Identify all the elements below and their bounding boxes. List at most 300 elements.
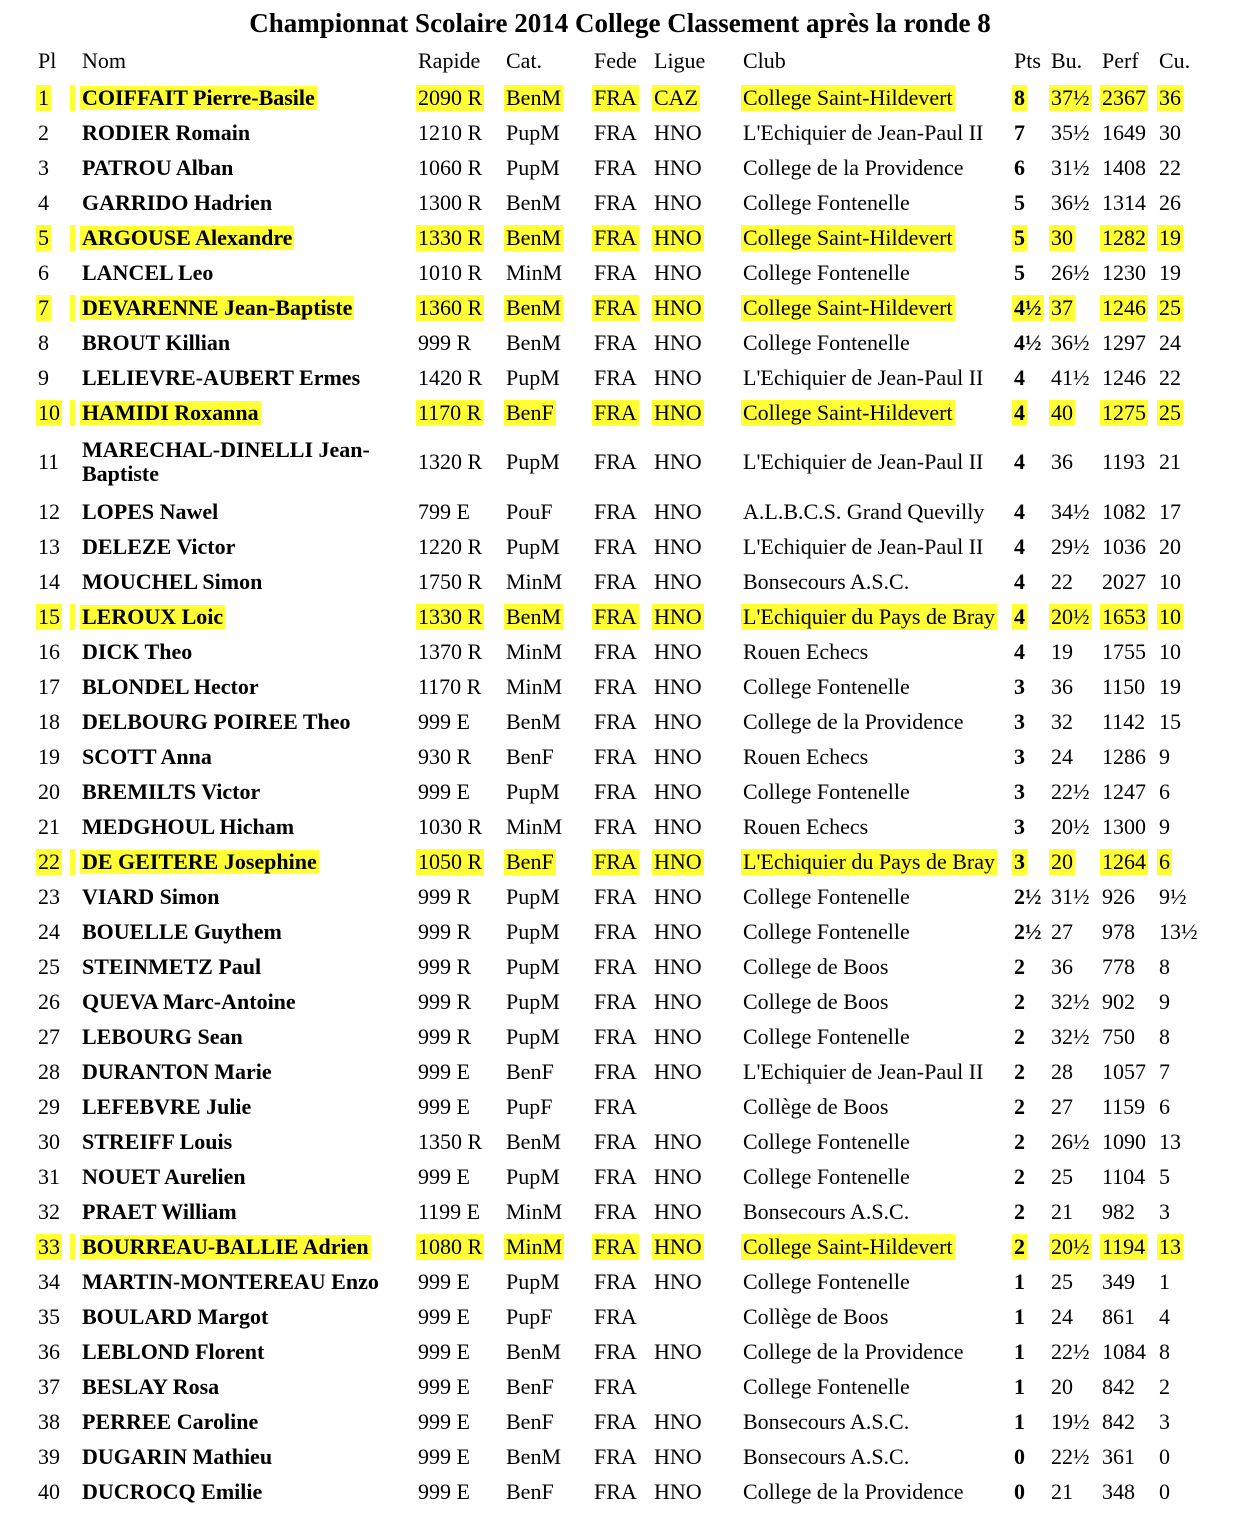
cell-club	[741, 115, 1011, 150]
cell-cat	[504, 1089, 582, 1124]
cell-cat-text: BenF	[506, 1058, 554, 1084]
cell-cat	[504, 325, 582, 360]
cell-club-text: Collège de Boos	[743, 1303, 889, 1329]
cell-pl-text: 35	[38, 1303, 60, 1329]
cell-club-text: College Fontenelle	[743, 1128, 910, 1154]
cell-club	[741, 704, 1011, 739]
cell-cat	[504, 1019, 582, 1054]
header-bu: Bu.	[1051, 48, 1083, 73]
cell-nom-text: ARGOUSE Alexandre	[82, 224, 293, 250]
cell-cat	[504, 1369, 582, 1404]
cell-bu	[1049, 1089, 1099, 1124]
cell-fede-text: FRA	[594, 1303, 637, 1329]
cell-bu	[1049, 634, 1099, 669]
table-row	[0, 949, 1240, 984]
cell-perf-text: 1142	[1102, 708, 1146, 734]
highlight-bar	[70, 1474, 76, 1509]
cell-rapide-text: 1050 R	[418, 848, 483, 874]
cell-pts-text: 4	[1014, 364, 1025, 390]
highlight-bar	[70, 185, 76, 220]
cell-club-text: L'Echiquier de Jean-Paul II	[743, 119, 984, 145]
cell-fede	[592, 564, 648, 599]
cell-club-text: College Fontenelle	[743, 329, 910, 355]
cell-club	[741, 1264, 1011, 1299]
cell-nom	[80, 1229, 412, 1264]
cell-rapide-text: 999 R	[418, 883, 472, 909]
cell-nom-text: SCOTT Anna	[82, 743, 212, 769]
cell-nom	[80, 1404, 412, 1439]
cell-cu-text: 8	[1159, 953, 1170, 979]
cell-club	[741, 809, 1011, 844]
cell-bu	[1049, 150, 1099, 185]
cell-pl	[36, 115, 70, 150]
cell-nom	[80, 984, 412, 1019]
cell-rapide	[416, 984, 496, 1019]
cell-rapide	[416, 879, 496, 914]
cell-nom	[80, 529, 412, 564]
table-row	[0, 1019, 1240, 1054]
cell-bu	[1049, 1124, 1099, 1159]
highlight-bar	[70, 914, 76, 949]
cell-rapide-text: 1220 R	[418, 533, 483, 559]
cell-fede	[592, 1019, 648, 1054]
cell-perf	[1100, 430, 1156, 494]
cell-club	[741, 1019, 1011, 1054]
cell-pts-text: 1	[1014, 1338, 1025, 1364]
cell-bu	[1049, 1264, 1099, 1299]
cell-pts-text: 5	[1014, 259, 1025, 285]
cell-rapide-text: 1350 R	[418, 1128, 483, 1154]
cell-bu	[1049, 115, 1099, 150]
cell-cat-text: MinM	[506, 568, 563, 594]
cell-ligue-text: HNO	[654, 743, 702, 769]
cell-club-text: College Fontenelle	[743, 918, 910, 944]
cell-perf-text: 349	[1102, 1268, 1135, 1294]
cell-pts-text: 3	[1014, 778, 1025, 804]
cell-cu-text: 13	[1159, 1128, 1181, 1154]
cell-bu	[1049, 1369, 1099, 1404]
cell-club	[741, 564, 1011, 599]
table-row	[0, 879, 1240, 914]
cell-rapide-text: 999 E	[418, 1058, 470, 1084]
cell-club-text: College Saint-Hildevert	[743, 399, 953, 425]
cell-perf-text: 982	[1102, 1198, 1135, 1224]
highlight-bar	[70, 704, 76, 739]
table-row	[0, 1334, 1240, 1369]
cell-fede	[592, 1404, 648, 1439]
cell-club	[741, 599, 1011, 634]
cell-cu	[1157, 844, 1217, 879]
cell-fede-text: FRA	[594, 399, 637, 425]
cell-club	[741, 984, 1011, 1019]
cell-nom-text: HAMIDI Roxanna	[82, 399, 259, 425]
cell-nom	[80, 1019, 412, 1054]
cell-ligue-text: HNO	[654, 813, 702, 839]
highlight-bar	[70, 150, 76, 185]
cell-pts	[1012, 1264, 1046, 1299]
cell-rapide-text: 999 E	[418, 1408, 470, 1434]
cell-bu-text: 29½	[1051, 533, 1090, 559]
cell-pts	[1012, 879, 1046, 914]
cell-nom-text: VIARD Simon	[82, 883, 220, 909]
highlight-bar	[70, 774, 76, 809]
cell-pl	[36, 185, 70, 220]
cell-pts	[1012, 949, 1046, 984]
cell-pl-text: 36	[38, 1338, 60, 1364]
cell-pl	[36, 914, 70, 949]
cell-pts-text: 3	[1014, 673, 1025, 699]
cell-nom-text: LELIEVRE-AUBERT Ermes	[82, 364, 361, 390]
cell-perf-text: 842	[1102, 1408, 1135, 1434]
cell-pl-text: 24	[38, 918, 60, 944]
table-row	[0, 809, 1240, 844]
cell-pl	[36, 774, 70, 809]
cell-pl-text: 19	[38, 743, 60, 769]
cell-nom-text: QUEVA Marc-Antoine	[82, 988, 296, 1014]
cell-perf-text: 1159	[1102, 1093, 1146, 1119]
cell-perf	[1100, 1019, 1156, 1054]
cell-pl	[36, 1474, 70, 1509]
cell-cu-text: 9	[1159, 743, 1170, 769]
cell-cu-text: 8	[1159, 1023, 1170, 1049]
cell-bu	[1049, 774, 1099, 809]
cell-bu-text: 20½	[1051, 1233, 1090, 1259]
cell-cat-text: PupM	[506, 778, 560, 804]
cell-bu	[1049, 290, 1099, 325]
cell-club-text: College de Boos	[743, 953, 889, 979]
cell-bu	[1049, 1404, 1099, 1439]
cell-perf	[1100, 844, 1156, 879]
cell-pl-text: 30	[38, 1128, 60, 1154]
highlight-bar	[70, 1089, 76, 1124]
cell-rapide	[416, 1229, 496, 1264]
cell-cu-text: 25	[1159, 294, 1181, 320]
highlight-bar	[70, 255, 76, 290]
cell-perf	[1100, 115, 1156, 150]
cell-perf	[1100, 1439, 1156, 1474]
cell-perf	[1100, 80, 1156, 115]
cell-club	[741, 1159, 1011, 1194]
cell-bu	[1049, 220, 1099, 255]
cell-rapide	[416, 669, 496, 704]
cell-fede	[592, 1229, 648, 1264]
table-row	[0, 325, 1240, 360]
cell-rapide-text: 1320 R	[418, 449, 483, 474]
cell-club	[741, 1369, 1011, 1404]
cell-ligue-text: HNO	[654, 119, 702, 145]
cell-club-text: College Fontenelle	[743, 1163, 910, 1189]
cell-club	[741, 1089, 1011, 1124]
cell-pl	[36, 949, 70, 984]
highlight-bar	[70, 1439, 76, 1474]
cell-nom-text: LOPES Nawel	[82, 498, 219, 524]
table-row	[0, 1439, 1240, 1474]
cell-perf-text: 1150	[1102, 673, 1146, 699]
cell-pts	[1012, 1439, 1046, 1474]
cell-nom-text: DUGARIN Mathieu	[82, 1443, 273, 1469]
cell-bu-text: 30	[1051, 224, 1073, 250]
cell-rapide	[416, 1124, 496, 1159]
cell-cu-text: 19	[1159, 259, 1181, 285]
table-row	[0, 220, 1240, 255]
cell-fede	[592, 220, 648, 255]
table-row	[0, 774, 1240, 809]
cell-cat-text: BenM	[506, 1443, 561, 1469]
cell-nom	[80, 1299, 412, 1334]
cell-club	[741, 1474, 1011, 1509]
cell-bu-text: 21	[1051, 1478, 1073, 1504]
cell-cat	[504, 255, 582, 290]
cell-pts	[1012, 185, 1046, 220]
cell-club	[741, 220, 1011, 255]
cell-ligue-text: HNO	[654, 329, 702, 355]
cell-pts-text: 2	[1014, 1163, 1025, 1189]
cell-pl	[36, 80, 70, 115]
cell-bu	[1049, 80, 1099, 115]
cell-nom	[80, 430, 412, 494]
cell-pl	[36, 290, 70, 325]
cell-ligue	[652, 949, 714, 984]
cell-pl-text: 17	[38, 673, 60, 699]
cell-pl-text: 33	[38, 1233, 60, 1259]
cell-cu-text: 10	[1159, 568, 1181, 594]
cell-nom	[80, 494, 412, 529]
cell-pts-text: 3	[1014, 813, 1025, 839]
cell-rapide	[416, 80, 496, 115]
cell-club-text: College de Boos	[743, 988, 889, 1014]
cell-ligue-text: HNO	[654, 603, 702, 629]
cell-ligue-text: HNO	[654, 1338, 702, 1364]
cell-perf	[1100, 599, 1156, 634]
cell-fede	[592, 1299, 648, 1334]
cell-bu	[1049, 395, 1099, 430]
cell-cu	[1157, 1404, 1217, 1439]
cell-pl-text: 15	[38, 603, 60, 629]
cell-cat-text: BenM	[506, 1338, 561, 1364]
cell-fede	[592, 1054, 648, 1089]
highlight-bar	[70, 1019, 76, 1054]
cell-club	[741, 360, 1011, 395]
table-row	[0, 185, 1240, 220]
cell-bu	[1049, 739, 1099, 774]
cell-fede-text: FRA	[594, 883, 637, 909]
cell-bu-text: 24	[1051, 743, 1073, 769]
cell-perf	[1100, 1299, 1156, 1334]
cell-perf	[1100, 494, 1156, 529]
cell-pts-text: 4½	[1014, 329, 1042, 355]
cell-fede	[592, 739, 648, 774]
cell-cu-text: 3	[1159, 1198, 1170, 1224]
cell-cat	[504, 844, 582, 879]
cell-nom	[80, 115, 412, 150]
cell-nom-text: MEDGHOUL Hicham	[82, 813, 295, 839]
header-perf: Perf	[1102, 48, 1139, 73]
cell-ligue-text: HNO	[654, 673, 702, 699]
table-row	[0, 290, 1240, 325]
cell-cat-text: BenF	[506, 399, 554, 425]
header-ligue: Ligue	[654, 48, 706, 73]
cell-perf-text: 1300	[1102, 813, 1146, 839]
cell-pts	[1012, 1404, 1046, 1439]
cell-bu	[1049, 325, 1099, 360]
cell-cat	[504, 564, 582, 599]
cell-fede-text: FRA	[594, 84, 637, 110]
cell-ligue-text: HNO	[654, 498, 702, 524]
cell-fede-text: FRA	[594, 1058, 637, 1084]
cell-cat-text: PupM	[506, 953, 560, 979]
cell-perf	[1100, 255, 1156, 290]
cell-cu	[1157, 325, 1217, 360]
cell-pl-text: 2	[38, 119, 49, 145]
cell-nom	[80, 325, 412, 360]
cell-ligue-text: HNO	[654, 918, 702, 944]
cell-rapide-text: 1030 R	[418, 813, 483, 839]
cell-rapide	[416, 115, 496, 150]
cell-bu	[1049, 809, 1099, 844]
cell-fede-text: FRA	[594, 743, 637, 769]
cell-pts-text: 4	[1014, 638, 1025, 664]
cell-ligue	[652, 564, 714, 599]
cell-pl-text: 39	[38, 1443, 60, 1469]
cell-cat	[504, 1194, 582, 1229]
cell-rapide-text: 930 R	[418, 743, 472, 769]
cell-fede	[592, 914, 648, 949]
cell-fede	[592, 1264, 648, 1299]
cell-fede-text: FRA	[594, 1233, 637, 1259]
cell-pl	[36, 1369, 70, 1404]
highlight-marker	[70, 400, 75, 426]
cell-fede	[592, 1369, 648, 1404]
cell-rapide-text: 999 E	[418, 1478, 470, 1504]
cell-rapide-text: 1060 R	[418, 154, 483, 180]
cell-nom	[80, 150, 412, 185]
cell-ligue-text: HNO	[654, 259, 702, 285]
cell-ligue-text: HNO	[654, 364, 702, 390]
cell-bu	[1049, 1474, 1099, 1509]
cell-cu	[1157, 1229, 1217, 1264]
cell-ligue-text: HNO	[654, 399, 702, 425]
cell-pts-text: 2	[1014, 1058, 1025, 1084]
cell-cu	[1157, 1439, 1217, 1474]
cell-rapide-text: 999 E	[418, 1163, 470, 1189]
cell-perf	[1100, 739, 1156, 774]
cell-pl-text: 34	[38, 1268, 60, 1294]
cell-pl-text: 38	[38, 1408, 60, 1434]
cell-perf	[1100, 914, 1156, 949]
page-title: Championnat Scolaire 2014 College Classement après la ronde 8	[249, 8, 991, 38]
cell-rapide	[416, 395, 496, 430]
cell-bu-text: 22½	[1051, 1443, 1090, 1469]
cell-ligue	[652, 879, 714, 914]
cell-club	[741, 290, 1011, 325]
cell-cat	[504, 1124, 582, 1159]
cell-ligue-text: HNO	[654, 1268, 702, 1294]
cell-perf-text: 1194	[1102, 1233, 1146, 1259]
cell-fede-text: FRA	[594, 953, 637, 979]
cell-fede-text: FRA	[594, 294, 637, 320]
cell-cu-text: 9	[1159, 813, 1170, 839]
cell-ligue	[652, 1229, 714, 1264]
cell-cat	[504, 634, 582, 669]
highlight-bar	[70, 599, 76, 634]
cell-pl	[36, 255, 70, 290]
cell-nom-text: COIFFAIT Pierre-Basile	[82, 84, 315, 110]
cell-ligue	[652, 150, 714, 185]
cell-nom	[80, 739, 412, 774]
cell-perf	[1100, 1054, 1156, 1089]
table-row	[0, 529, 1240, 564]
cell-cu	[1157, 634, 1217, 669]
cell-cu	[1157, 739, 1217, 774]
cell-nom-text: NOUET Aurelien	[82, 1163, 246, 1189]
cell-nom-text: DUCROCQ Emilie	[82, 1478, 263, 1504]
cell-cat-text: MinM	[506, 1233, 563, 1259]
cell-ligue-text: HNO	[654, 533, 702, 559]
cell-perf	[1100, 879, 1156, 914]
cell-ligue-text: HNO	[654, 1443, 702, 1469]
table-row	[0, 80, 1240, 115]
cell-fede-text: FRA	[594, 1478, 637, 1504]
cell-bu-text: 26½	[1051, 259, 1090, 285]
cell-nom-text: PATROU Alban	[82, 154, 234, 180]
cell-cat-text: PupM	[506, 533, 560, 559]
cell-fede-text: FRA	[594, 708, 637, 734]
cell-cat-text: BenM	[506, 294, 561, 320]
cell-ligue	[652, 395, 714, 430]
cell-cat-text: BenM	[506, 84, 561, 110]
cell-fede-text: FRA	[594, 778, 637, 804]
cell-ligue	[652, 290, 714, 325]
cell-bu-text: 32½	[1051, 1023, 1090, 1049]
cell-ligue	[652, 255, 714, 290]
cell-bu-text: 19½	[1051, 1408, 1090, 1434]
cell-perf	[1100, 360, 1156, 395]
cell-bu	[1049, 185, 1099, 220]
highlight-bar	[70, 739, 76, 774]
cell-ligue-text: HNO	[654, 1478, 702, 1504]
cell-cat-text: MinM	[506, 638, 563, 664]
cell-cu-text: 7	[1159, 1058, 1170, 1084]
table-row	[0, 1229, 1240, 1264]
cell-nom-text: LEBOURG Sean	[82, 1023, 243, 1049]
cell-pl	[36, 739, 70, 774]
cell-rapide-text: 999 R	[418, 918, 472, 944]
cell-pl-text: 37	[38, 1373, 60, 1399]
cell-cu-text: 8	[1159, 1338, 1170, 1364]
cell-perf	[1100, 290, 1156, 325]
cell-bu	[1049, 1229, 1099, 1264]
cell-pts	[1012, 255, 1046, 290]
highlight-bar	[70, 395, 76, 430]
cell-cat-text: PupM	[506, 1023, 560, 1049]
cell-nom-text: BLONDEL Hector	[82, 673, 259, 699]
cell-cat-text: PouF	[506, 498, 553, 524]
cell-rapide-text: 999 R	[418, 329, 472, 355]
cell-cu	[1157, 360, 1217, 395]
cell-fede	[592, 704, 648, 739]
cell-perf	[1100, 984, 1156, 1019]
cell-pl	[36, 1404, 70, 1439]
cell-nom	[80, 220, 412, 255]
cell-perf-text: 1057	[1102, 1058, 1146, 1084]
cell-perf-text: 361	[1102, 1443, 1135, 1469]
cell-perf	[1100, 220, 1156, 255]
cell-pl	[36, 1089, 70, 1124]
cell-cu	[1157, 774, 1217, 809]
cell-club-text: Bonsecours A.S.C.	[743, 1443, 910, 1469]
header-nom: Nom	[82, 48, 126, 73]
cell-bu-text: 36½	[1051, 329, 1090, 355]
